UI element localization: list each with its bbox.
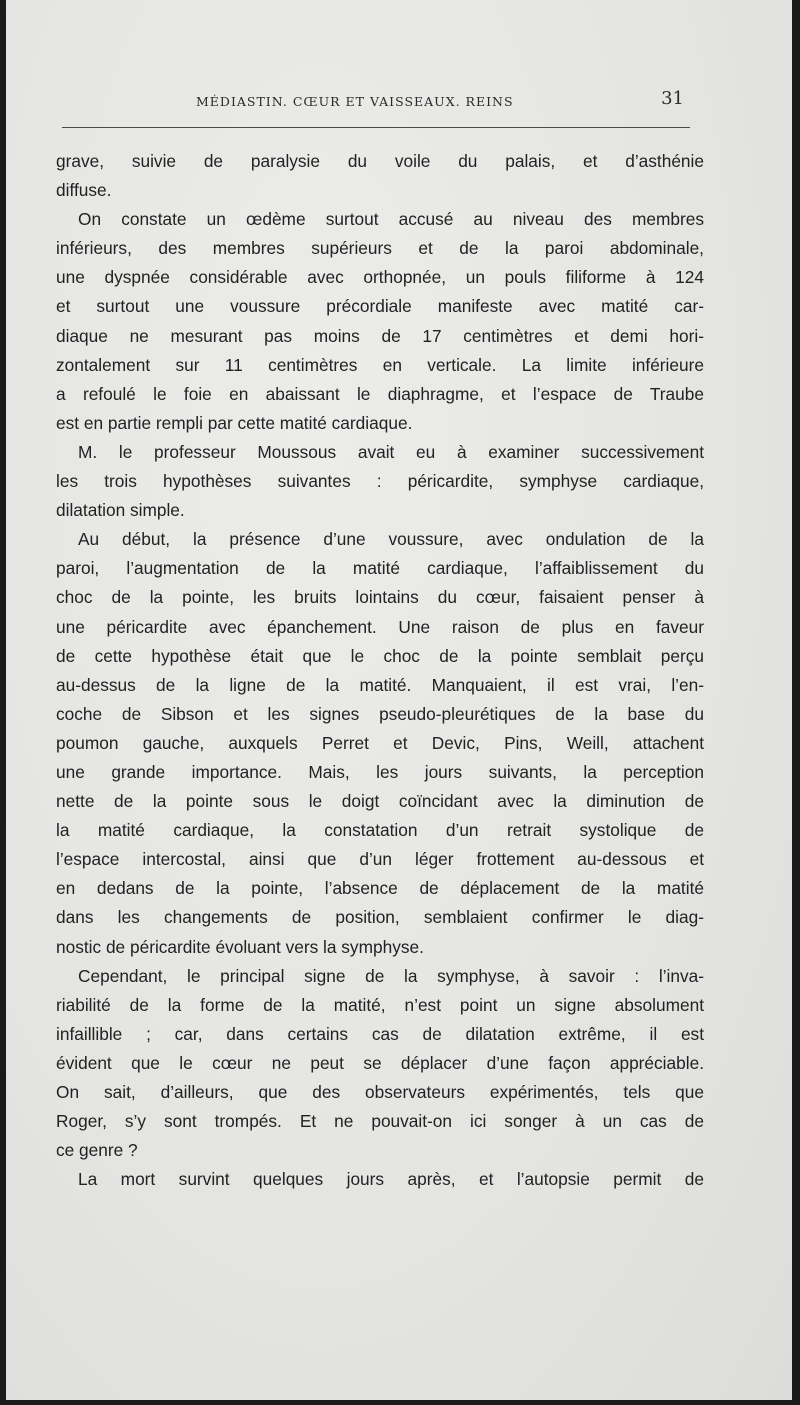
book-page (6, 0, 792, 1400)
text-line: paroi, l’augmentation de la matité cardiaque, l’affaiblissement du (56, 558, 704, 579)
text-line: est en partie rempli par cette matité cardiaque. (56, 412, 413, 433)
text-line: ce genre ? (56, 1140, 138, 1161)
text-line: une péricardite avec épanchement. Une raison de plus en faveur (56, 616, 704, 637)
text-line: évident que le cœur ne peut se déplacer d’une façon appréciable. (56, 1052, 704, 1073)
text-line: nette de la pointe sous le doigt coïncidant avec la diminution de (56, 791, 704, 812)
text-line: M. le professeur Moussous avait eu à examiner successivement (78, 441, 704, 462)
body-text (56, 147, 704, 1194)
text-line: au-dessus de la ligne de la matité. Manquaient, il est vrai, l’en- (56, 674, 704, 695)
text-line: riabilité de la forme de la matité, n’est point un signe absolument (56, 994, 704, 1015)
text-line: Cependant, le principal signe de la symphyse, à savoir : l’inva- (78, 965, 704, 986)
text-line: coche de Sibson et les signes pseudo-pleurétiques de la base du (56, 703, 704, 724)
text-line: nostic de péricardite évoluant vers la symphyse. (56, 936, 424, 957)
text-line: inférieurs, des membres supérieurs et de la paroi abdominale, (56, 238, 704, 259)
text-line: une grande importance. Mais, les jours suivants, la perception (56, 761, 704, 782)
text-line: diaque ne mesurant pas moins de 17 centimètres et demi hori- (56, 325, 704, 346)
page-header (56, 88, 692, 118)
text-line: les trois hypothèses suivantes : péricardite, symphyse cardiaque, (56, 471, 704, 492)
text-line: dans les changements de position, semblaient confirmer le diag- (56, 907, 704, 928)
text-line: l’espace intercostal, ainsi que d’un léger frottement au-dessous et (56, 849, 704, 870)
text-line: de cette hypothèse était que le choc de la pointe semblait perçu (56, 645, 704, 666)
text-line: choc de la pointe, les bruits lointains du cœur, faisaient penser à (56, 587, 704, 608)
text-line: la matité cardiaque, la constatation d’un retrait systolique de (56, 820, 704, 841)
text-line: La mort survint quelques jours après, et l’autopsie permit de (78, 1169, 704, 1190)
text-line: zontalement sur 11 centimètres en verticale. La limite inférieure (56, 354, 704, 375)
text-line: Roger, s’y sont trompés. Et ne pouvait-on ici songer à un cas de (56, 1111, 704, 1132)
text-line: une dyspnée considérable avec orthopnée, un pouls filiforme à 124 (56, 267, 704, 288)
text-line: grave, suivie de paralysie du voile du palais, et d’asthénie (56, 151, 704, 171)
running-title: MÉDIASTIN. CŒUR ET VAISSEAUX. REINS (196, 94, 514, 109)
text-line: poumon gauche, auxquels Perret et Devic, Pins, Weill, attachent (56, 732, 704, 753)
text-line: On constate un œdème surtout accusé au niveau des membres (78, 209, 704, 230)
text-line: en dedans de la pointe, l’absence de déplacement de la matité (56, 878, 704, 899)
text-line: dilatation simple. (56, 500, 185, 521)
header-rule (62, 127, 690, 128)
text-line: infaillible ; car, dans certains cas de dilatation extrême, il est (56, 1023, 704, 1044)
page-number: 31 (661, 88, 684, 109)
text-line: et surtout une voussure précordiale manifeste avec matité car- (56, 296, 704, 317)
text-line: diffuse. (56, 180, 112, 201)
text-line: On sait, d’ailleurs, que des observateurs expérimentés, tels que (56, 1082, 704, 1102)
text-line: a refoulé le foie en abaissant le diaphragme, et l’espace de Traube (56, 383, 704, 404)
text-line: Au début, la présence d’une voussure, avec ondulation de la (78, 529, 704, 550)
